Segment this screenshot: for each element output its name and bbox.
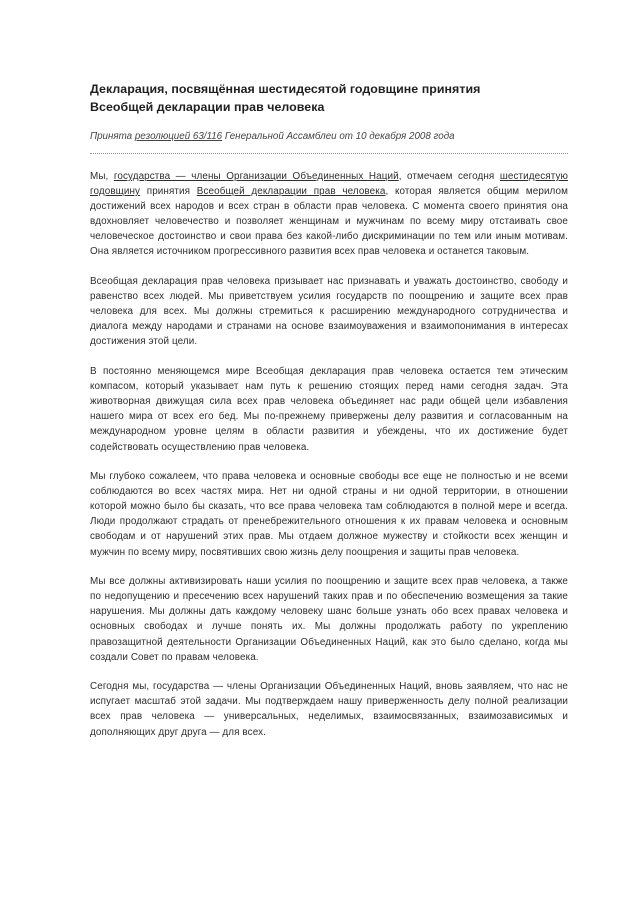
- paragraph-1: [90, 169, 568, 260]
- title-line-2: Всеобщей декларации прав человека: [90, 100, 325, 114]
- member-states-link[interactable]: государства — члены Организации Объединенных Наций: [113, 171, 399, 182]
- paragraph-6: Сегодня мы, государства — члены Организации Объединенных Наций, вновь заявляем, что нас не испугает масштаб этой задачи. Мы подтверждаем нашу приверженность делу полной реализации всех прав человека — универсальных, неделимых, взаимосвязанных, взаимозависимых и дополняющих друг друга — для всех.: [90, 681, 568, 738]
- paragraph-1-text-b: , отмечаем сегодня: [398, 171, 500, 182]
- document-title: [90, 80, 568, 116]
- document-page: [90, 80, 568, 754]
- paragraph-2: Всеобщая декларация прав человека призывает нас признавать и уважать достоинство, свободу и равенство всех людей. Мы приветствуем усилия государств по поощрению и защите всех прав человека для всех. Мы должны стремиться к расширению международного сотрудничества и диалога между народами и странами на основе взаимоуважения и взаимопонимания в интересах достижения этой цели.: [90, 276, 568, 348]
- adoption-note: [90, 130, 568, 143]
- paragraph-3: В постоянно меняющемся мире Всеобщая декларация прав человека остается тем этическим компасом, который указывает нам путь к решению стоящих перед нами сегодня задач. Эта животворная движущая сила всех прав человека объединяет нас ради общей цели избавления нашего мира от всех его бед. Мы по-прежнему привержены делу развития и согласованным на международном уровне целям в области развития и убеждены, что их достижение будет содействовать осуществлению прав человека.: [90, 366, 568, 453]
- udhr-link[interactable]: Всеобщей декларации прав человека: [196, 186, 386, 198]
- sixtieth-anniversary-link[interactable]: шестидесятую годовщину: [90, 171, 568, 198]
- adoption-suffix: Генеральной Ассамблеи от 10 декабря 2008 года: [222, 131, 455, 142]
- resolution-link[interactable]: резолюцией 63/116: [134, 131, 223, 142]
- adoption-prefix: Принята: [90, 131, 135, 142]
- paragraph-4: Мы глубоко сожалеем, что права человека и основные свободы все еще не полностью и не всеми соблюдаются во всех частях мира. Нет ни одной страны и ни одной территории, в отношении которой можно было бы сказать, что все права человека там соблюдаются в полной мере и всегда. Люди продолжают страдать от пренебрежительного отношения к их правам человека и основным свободам и от нарушений этих прав. Мы отдаем должное мужеству и стойкости всех женщин и мужчин по всему миру, посвятивших свою жизнь делу поощрения и защиты прав человека.: [90, 471, 568, 558]
- paragraph-1-text-a: Мы,: [90, 171, 114, 182]
- paragraph-1-text-d: , которая является общим мерилом достижений всех народов и всех стран в области прав человека. С момента своего принятия она вдохновляет человечество и позволяет женщинам и мужчинам по всему миру отстаивать свое человеческое достоинство и свои права без какой-либо дискриминации по тем или иным мотивам. Она является источником прогрессивного развития всех прав человека и останется таковым.: [90, 186, 569, 258]
- title-line-1: Декларация, посвящённая шестидесятой годовщине принятия: [90, 82, 481, 96]
- declaration-body: [90, 169, 568, 740]
- paragraph-1-text-c: принятия: [140, 186, 197, 198]
- paragraph-5: Мы все должны активизировать наши усилия по поощрению и защите всех прав человека, а также по недопущению и пресечению всех нарушений таких прав и по обеспечению возмещения за такие нарушения. Мы должны дать каждому человеку шанс больше узнать обо всех правах человека и основных свободах и лучше понять их. Мы должны продолжать работу по укреплению правозащитной деятельности Организации Объединенных Наций, как это было сделано, когда мы создали Совет по правам человека.: [90, 576, 568, 663]
- dotted-divider: [90, 153, 568, 154]
